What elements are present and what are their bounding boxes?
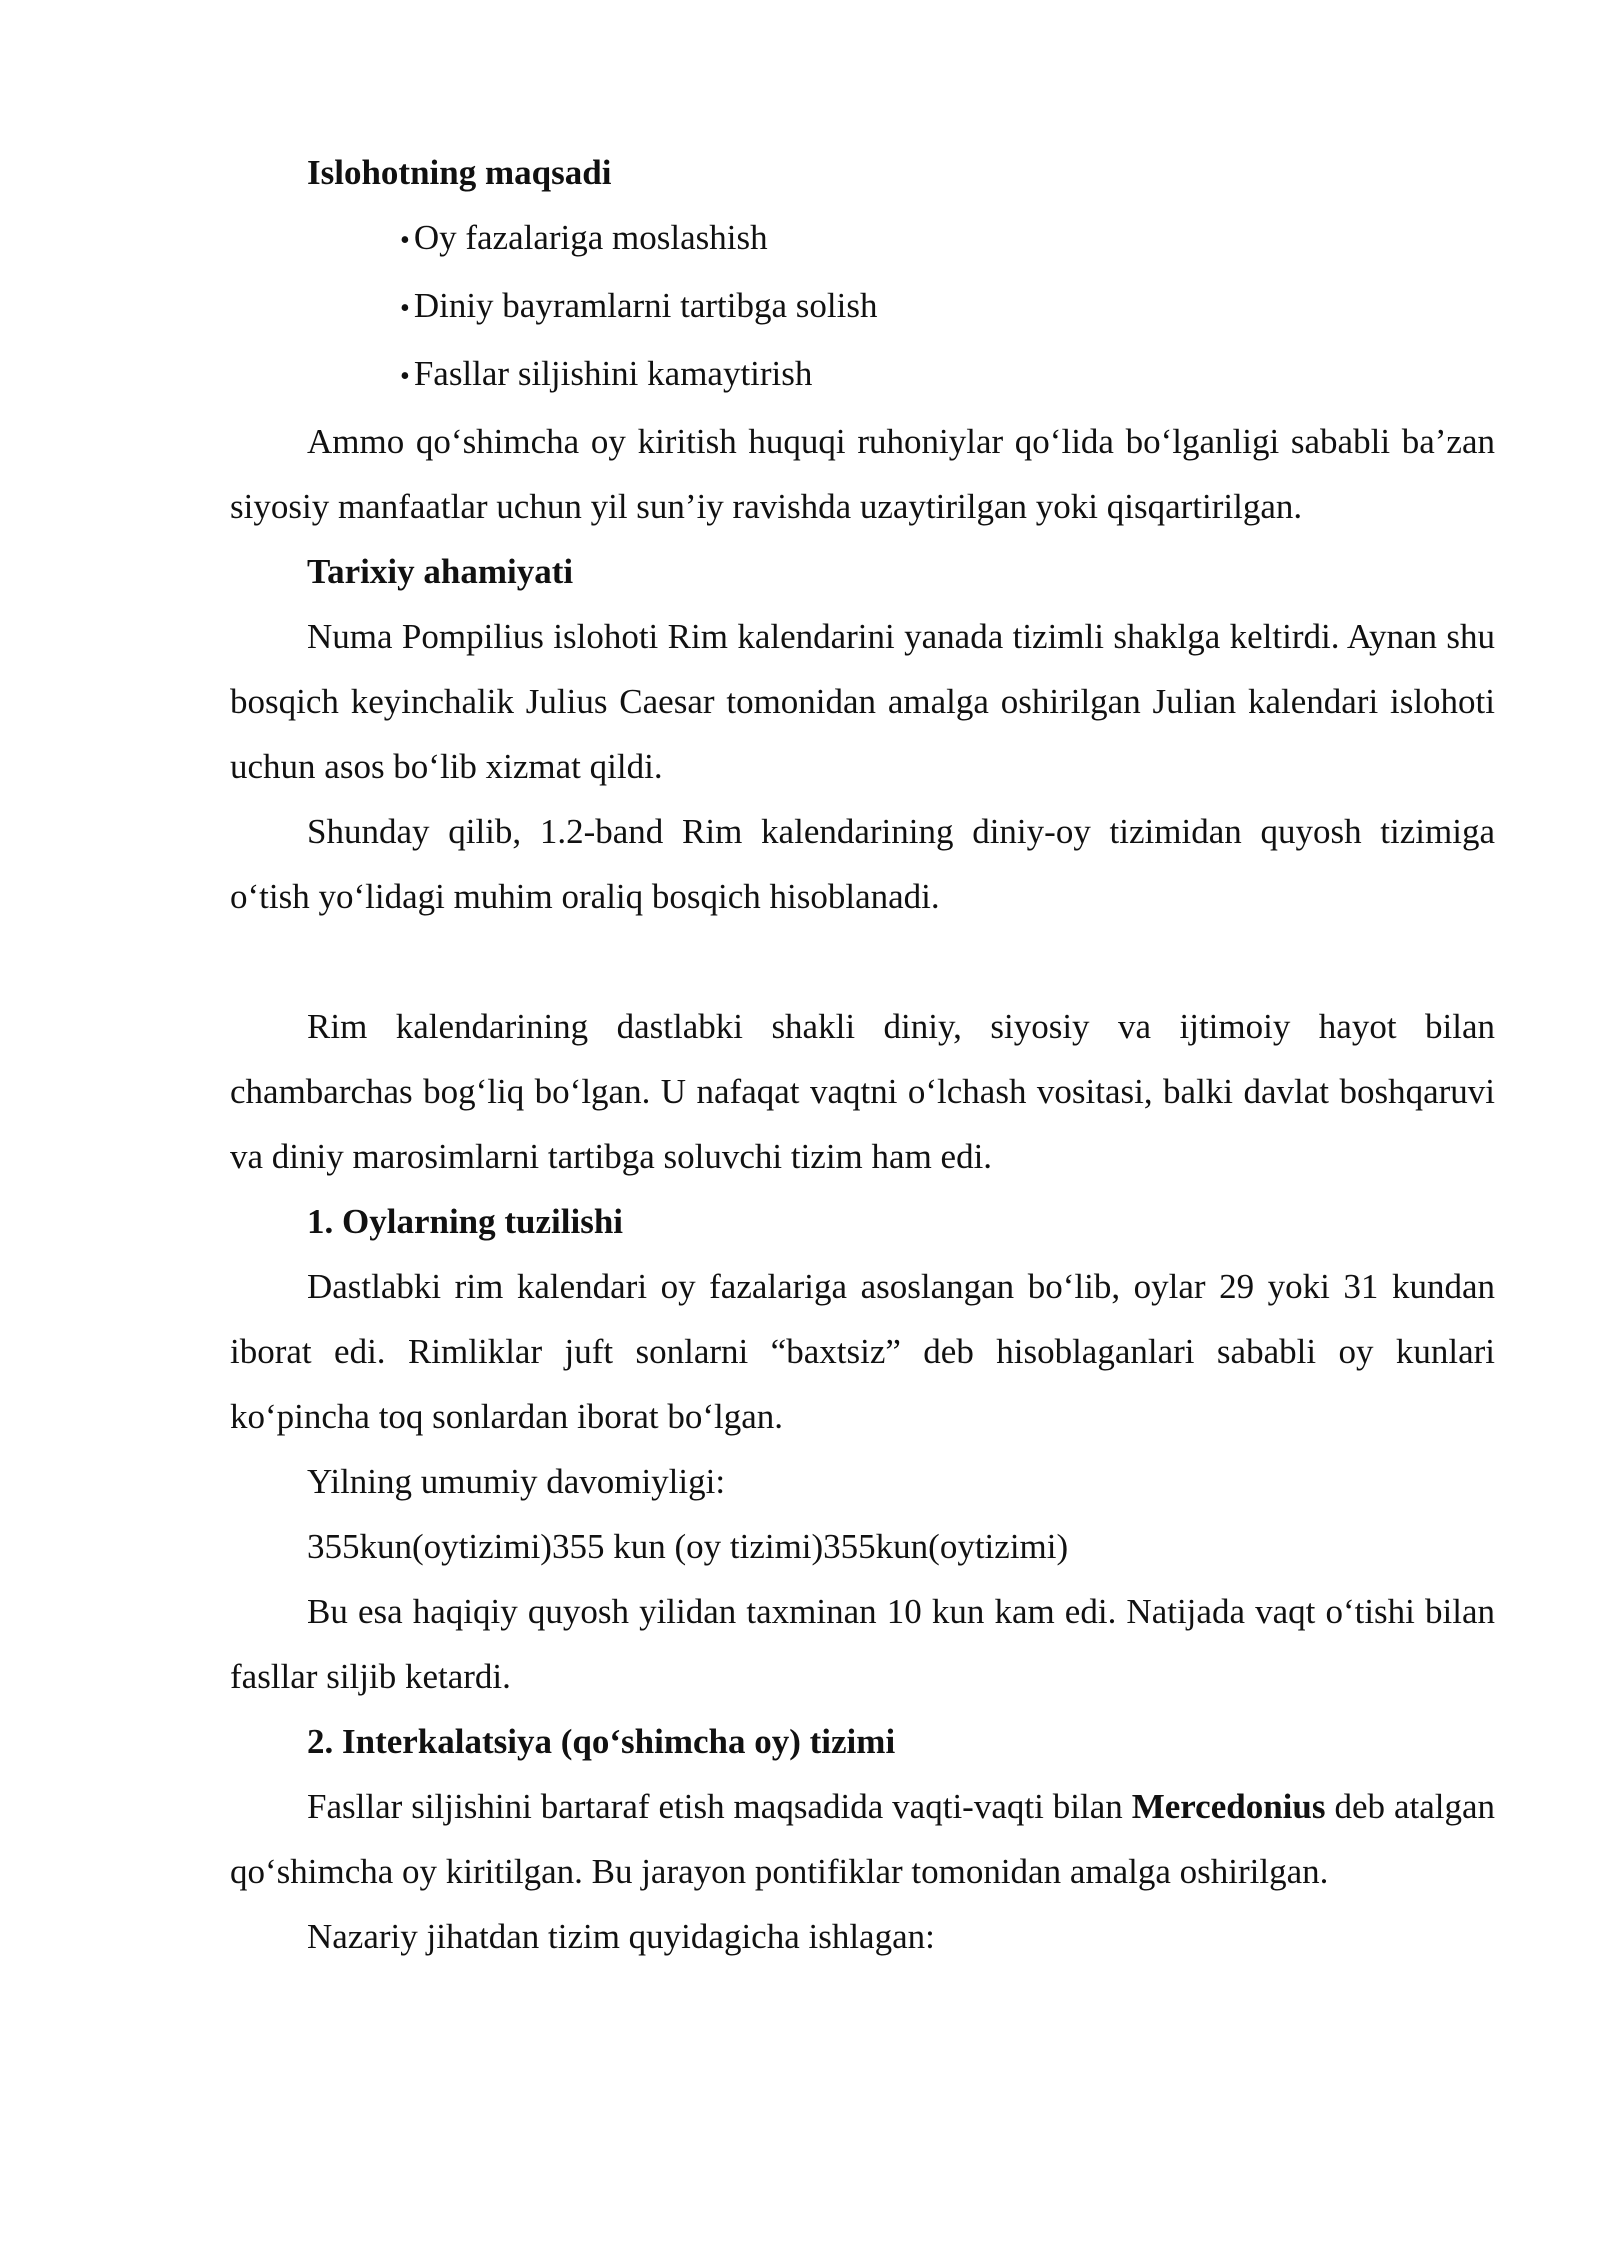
line-theory: Nazariy jihatdan tizim quyidagicha ishlagan:	[307, 1917, 935, 1956]
term-mercedonius: Mercedonius	[1131, 1787, 1326, 1826]
bullet-icon: •	[400, 293, 410, 324]
paragraph-rights: Ammo qo‘shimcha oy kiritish huquqi ruhoniylar qo‘lida bo‘lganligi sababli ba’zan siyosiy manfaatlar uchun yil sun’iy ravishda uzaytirilgan yoki qisqartirilgan.	[230, 422, 1495, 526]
page-content	[230, 140, 1495, 1969]
paragraph-solar-difference: Bu esa haqiqiy quyosh yilidan taxminan 10 kun kam edi. Natijada vaqt o‘tishi bilan fasllar siljib ketardi.	[230, 1592, 1495, 1696]
paragraph-roman-calendar: Rim kalendarining dastlabki shakli diniy, siyosiy va ijtimoiy hayot bilan chambarchas bog‘liq bo‘lgan. U nafaqat vaqtni o‘lchash vositasi, balki davlat boshqaruvi va diniy marosimlarni tartibga soluvchi tizim ham edi.	[230, 1007, 1495, 1176]
paragraph-numa: Numa Pompilius islohoti Rim kalendarini yanada tizimli shaklga keltirdi. Aynan shu bosqich keyinchalik Julius Caesar tomonidan amalga oshirilgan Julian kalendari islohoti uchun asos bo‘lib xizmat qildi.	[230, 617, 1495, 786]
text-run: Fasllar siljishini bartaraf etish maqsadida vaqti-vaqti bilan	[307, 1787, 1132, 1826]
line-formula: 355kun(oytizimi)355 kun (oy tizimi)355kun(oytizimi)	[307, 1527, 1069, 1566]
heading-month-structure: 1. Oylarning tuzilishi	[307, 1202, 624, 1241]
heading-reform-goal: Islohotning maqsadi	[307, 153, 612, 192]
heading-historical-significance: Tarixiy ahamiyati	[307, 552, 574, 591]
bullet-icon: •	[400, 361, 410, 392]
blank-line	[230, 929, 1495, 994]
list-item	[400, 205, 1495, 273]
list-item-text: Diniy bayramlarni tartibga solish	[413, 286, 878, 325]
paragraph-conclusion: Shunday qilib, 1.2-band Rim kalendarining diniy-oy tizimidan quyosh tizimiga o‘tish yo‘lidagi muhim oraliq bosqich hisoblanadi.	[230, 812, 1495, 916]
goal-bullet-list	[230, 205, 1495, 409]
list-item-text: Oy fazalariga moslashish	[413, 218, 768, 257]
text-run: deb atalgan qo‘shimcha oy kiritilgan. Bu jarayon pontifiklar tomonidan amalga oshirilgan.	[230, 1787, 1495, 1891]
list-item	[400, 341, 1495, 409]
paragraph-early-calendar: Dastlabki rim kalendari oy fazalariga asoslangan bo‘lib, oylar 29 yoki 31 kundan iborat edi. Rimliklar juft sonlarni “baxtsiz” deb hisoblaganlari sababli oy kunlari ko‘pincha toq sonlardan iborat bo‘lgan.	[230, 1267, 1495, 1436]
list-item-text: Fasllar siljishini kamaytirish	[413, 354, 813, 393]
line-year-length: Yilning umumiy davomiyligi:	[307, 1462, 726, 1501]
list-item	[400, 273, 1495, 341]
heading-intercalation: 2. Interkalatsiya (qo‘shimcha oy) tizimi	[307, 1722, 896, 1761]
paragraph-mercedonius	[230, 1774, 1495, 1904]
bullet-icon: •	[400, 225, 410, 256]
